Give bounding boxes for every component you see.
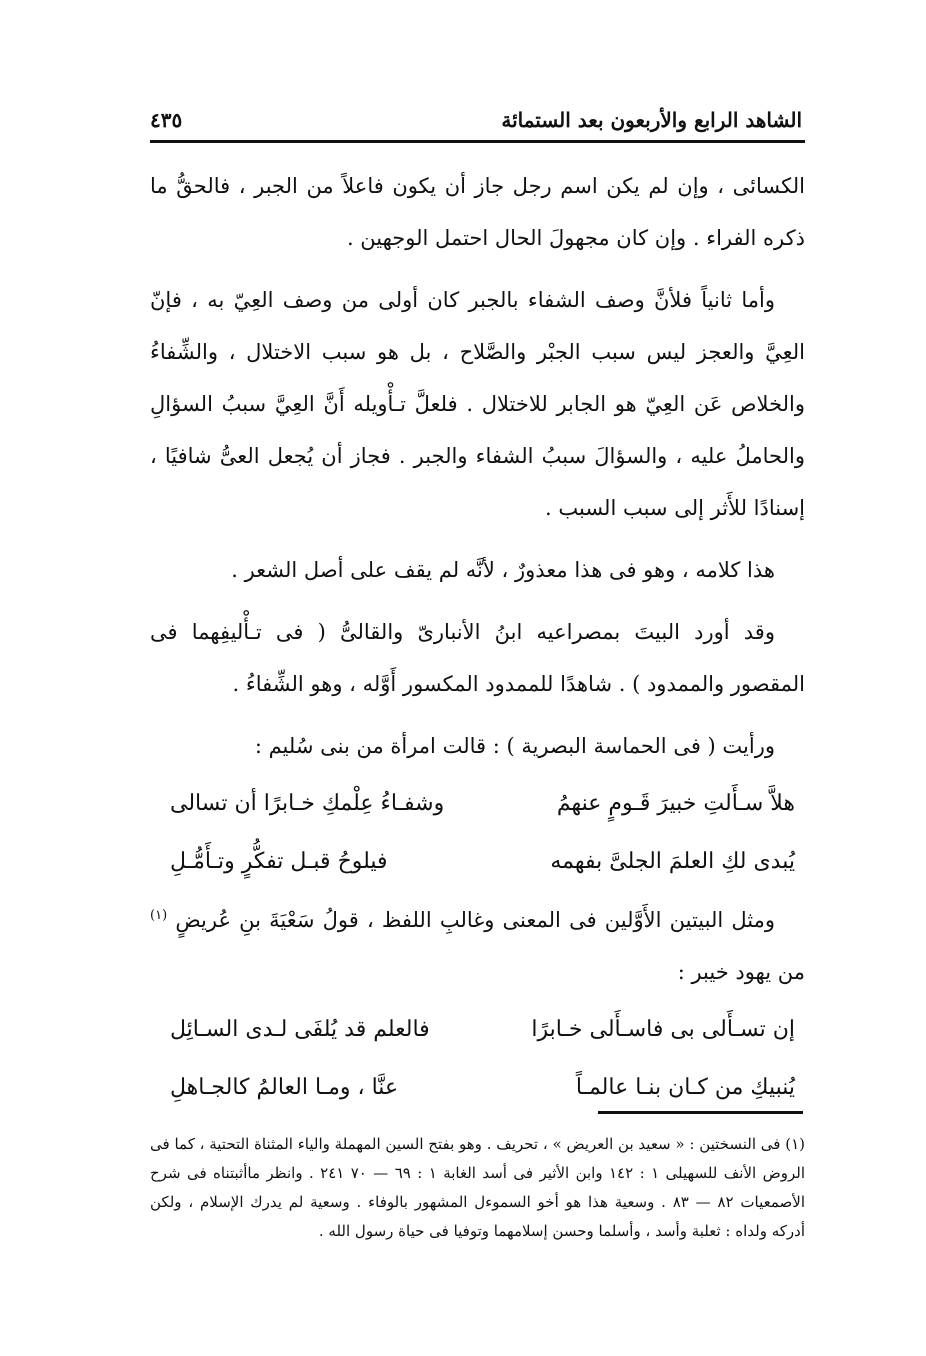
verse-hemistich-second: فالعلم قد يُلفَى لـدى السـائِل <box>170 1017 430 1042</box>
footnote-1: (١) فى النسختين : « سعيد بن العريض » ، تحريف . وهو بفتح السين المهملة والياء المثناة التحتية ، كما فى الروض الأنف للسهيلى ١ : ١٤٢ وابن الأثير فى أسد الغابة ١ : ٦٩ — ٧٠ ٢٤١ . وانظر ماأثبتناه فى شرح الأصمعيات ٨٢ — ٨٣ . وسعية هذا هو أخو السموءل المشهور بالوفاء . وسعية لم يدرك الإسلام ، ولكن أدركه ولداه : ثعلبة وأسد ، وأسلما وحسن إسلامهما وتوفيا فى حياة رسول الله . <box>150 1135 806 1240</box>
paragraph-2: وأما ثانياً فلأنَّ وصف الشفاء بالجبر كان أولى من وصف العِيّ به ، فإنّ العِيَّ والعجز ليس سبب الجبْر والصَّلاح ، بل هو سبب الاختلال ، والشِّفاءُ والخلاص عَن العِيّ هو الجابر للاختلال . فلعلَّ تـأْويله أَنَّ العِيَّ سببُ السؤالِ والحاملُ عليه ، والسؤالَ سببُ الشفاء والجبر . فجاز أن يُجعل العىُّ شافيًا ، إسنادًا للأَثر إلى سبب السبب . <box>150 288 805 520</box>
paragraph-6-text: ومثل البيتين الأَوَّلين فى المعنى وغالبِ اللفظ ، قولُ سَعْيَةَ بنِ عُريضٍ <box>175 908 775 932</box>
footnote-marker: (١) <box>150 908 168 923</box>
verse-hemistich-first: هلاَّ سـأَلتِ خبيرَ قَـومٍ عنهمُ <box>556 791 795 816</box>
verse-hemistich-first: إن تسـأَلى بى فاسـأَلى خـابرًا <box>531 1017 795 1042</box>
paragraph-3: هذا كلامه ، وهو فى هذا معذورٌ ، لأنَّه لم يقف على أصل الشعر . <box>231 558 775 582</box>
verse-line <box>150 836 805 888</box>
verse-hemistich-second: وشفـاءُ عِلْمكِ خـابرًا أن تسالى <box>170 791 445 816</box>
paragraph-6-end: من يهود خيبر : <box>677 960 805 984</box>
paragraph-6 <box>150 894 805 998</box>
paragraph-5: ورأيت ( فى الحماسة البصرية ) : قالت امرأة من بنى سُليم : <box>254 734 775 758</box>
verse-line <box>150 778 805 830</box>
paragraph-4: وقد أورد البيتَ بمصراعيه ابنُ الأنبارىّ والقالىُّ ( فى تـأْليفِهما فى المقصور والممدود ) . شاهدًا للممدود المكسور أَوَّله ، وهو الشِّفاءُ . <box>150 620 805 696</box>
paragraph-1: الكسائى ، وإن لم يكن اسم رجل جاز أن يكون فاعلاً من الجبر ، فالحقُّ ما ذكره الفراء . وإن كان مجهولَ الحال احتمل الوجهين . <box>150 174 805 250</box>
verse-hemistich-second: فيلوحُ قبـل تفكُّرٍ وتـأَمُّـلِ <box>170 849 388 874</box>
header-rule <box>150 140 805 143</box>
verse-line <box>150 1004 805 1056</box>
verse-hemistich-first: يُنبيكِ من كـان بنـا عالمـاً <box>575 1075 795 1100</box>
page-number: ٤٣٥ <box>150 108 183 132</box>
page-header <box>150 100 802 140</box>
verse-line <box>150 1062 805 1114</box>
footnote-separator <box>598 1111 803 1114</box>
verse-hemistich-second: عنَّا ، ومـا العالمُ كالجـاهلِ <box>170 1075 399 1100</box>
verse-hemistich-first: يُبدى لكِ العلمَ الجلىَّ بفهمه <box>550 849 795 874</box>
main-text <box>150 160 805 1120</box>
running-title: الشاهد الرابع والأربعون بعد الستمائة <box>501 108 802 132</box>
footnotes <box>150 1130 805 1246</box>
